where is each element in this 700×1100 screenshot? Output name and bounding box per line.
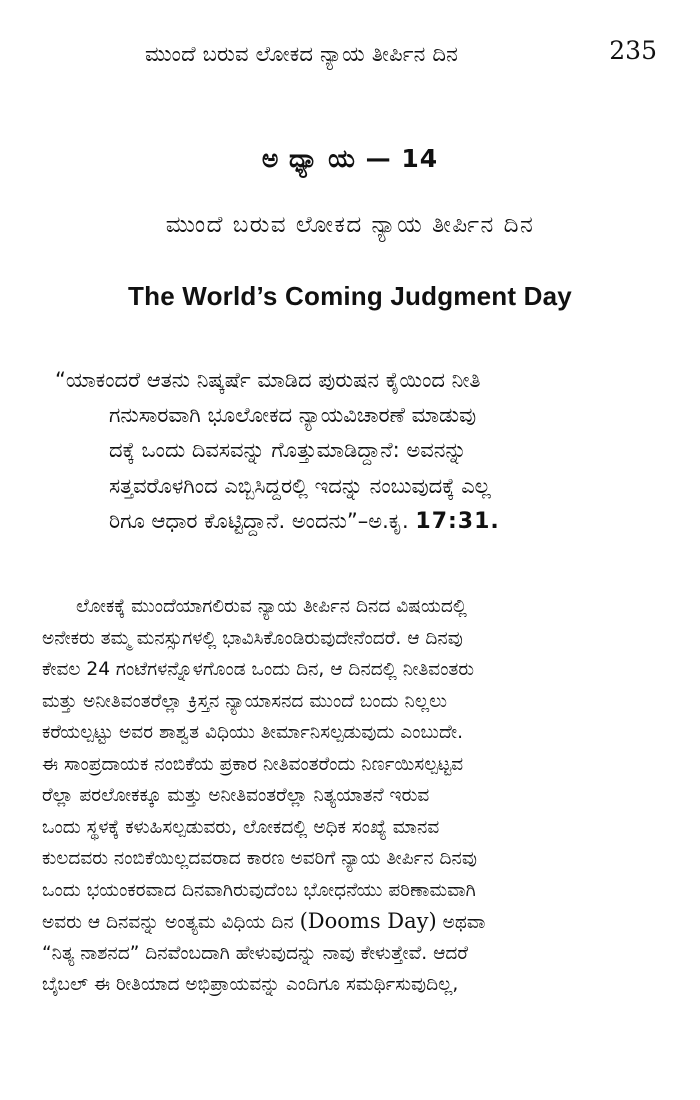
paragraph-line: ಅನೇಕರು ತಮ್ಮ ಮನಸ್ಸುಗಳಲ್ಲಿ ಭಾವಿಸಿಕೊಂಡಿರುವುದೇನೆಂದರೆ. ಆ ದಿನವು: [42, 627, 463, 649]
verse-reference: 17:31.: [415, 508, 500, 534]
paragraph-text: ಅವರು ಆ ದಿನವನ್ನು ಅಂತ್ಯಮ ವಿಧಿಯ ದಿನ: [42, 912, 300, 933]
paragraph-line: ಲೋಕಕ್ಕೆ ಮುಂದೆಯಾಗಲಿರುವ ನ್ಯಾಯ ತೀರ್ಪಿನ ದಿನದ ವಿಷಯದಲ್ಲಿ: [76, 596, 467, 617]
paragraph-line: ಕುಲದವರು ನಂಬಿಕೆಯಿಲ್ಲದವರಾದ ಕಾರಣ ಅವರಿಗೆ ನ್ಯಾಯ ತೀರ್ಪಿನ ದಿನವು: [42, 848, 478, 869]
quote-line-text: ರಿಗೂ ಆಧಾರ ಕೊಟ್ಟಿದ್ದಾನೆ. ಅಂದನು”–ಅ.ಕೃ.: [109, 508, 409, 533]
quote-line: ಗನುಸಾರವಾಗಿ ಭೂಲೋಕದ ನ್ಯಾಯವಿಚಾರಣೆ ಮಾಡುವು: [109, 403, 477, 428]
paragraph-line: ಒಂದು ಭಯಂಕರವಾದ ದಿನವಾಗಿರುವುದೆಂಬ ಭೋಧನೆಯು ಪರಿಣಾಮವಾಗಿ: [42, 879, 476, 901]
english-term: (Dooms Day): [299, 909, 437, 933]
paragraph-line: “ನಿತ್ಯ ನಾಶನದ” ದಿನವೆಂಬದಾಗಿ ಹೇಳುವುದನ್ನು ನಾವು ಕೇಳುತ್ತೇವೆ. ಆದರೆ: [42, 942, 468, 964]
scripture-quote: [55, 363, 667, 539]
paragraph-line: ರೆಲ್ಲಾ ಪರಲೋಕಕ್ಕೂ ಮತ್ತು ಅನೀತಿವಂತರೆಲ್ಲಾ ನಿತ್ಯಯಾತನೆ ಇರುವ: [42, 785, 430, 806]
body-paragraph: [42, 591, 668, 1001]
quote-line: ದಕ್ಕೆ ಒಂದು ದಿವಸವನ್ನು ಗೊತ್ತುಮಾಡಿದ್ದಾನೆ: ಅವನನ್ನು: [109, 438, 467, 463]
running-header-title: ಮುಂದೆ ಬರುವ ಲೋಕದ ನ್ಯಾಯ ತೀರ್ಪಿನ ದಿನ: [145, 42, 459, 66]
quote-line: “ಯಾಕಂದರೆ ಆತನು ನಿಷ್ಕರ್ಷೆ ಮಾಡಿದ ಪುರುಷನ ಕೈಯಿಂದ ನೀತಿ: [55, 368, 481, 392]
quote-line-last: [55, 504, 667, 539]
paragraph-line: ಒಂದು ಸ್ಥಳಕ್ಕೆ ಕಳುಹಿಸಲ್ಪಡುವರು, ಲೋಕದಲ್ಲಿ ಅಧಿಕ ಸಂಖ್ಯೆ ಮಾನವ: [42, 816, 440, 838]
quote-line: ಸತ್ತವರೊಳಗಿಂದ ಎಬ್ಬಿಸಿದ್ದರಲ್ಲಿ ಇದನ್ನು ನಂಬುವುದಕ್ಕೆ ಎಲ್ಲ: [109, 473, 491, 498]
chapter-heading: ಅ ಧ್ಯಾ ಯ — 14: [261, 144, 439, 173]
paragraph-line: ಮತ್ತು ಅನೀತಿವಂತರೆಲ್ಲಾ ಕ್ರಿಸ್ತನ ನ್ಯಾಯಾಸನದ ಮುಂದೆ ಬಂದು ನಿಲ್ಲಲು: [42, 690, 448, 712]
paragraph-line: ಕರೆಯಲ್ಪಟ್ಟು ಅವರ ಶಾಶ್ವತ ವಿಧಿಯು ತೀರ್ಮಾನಿಸಲ್ಪಡುವುದು ಎಂಬುದೇ.: [42, 722, 463, 743]
paragraph-line: ಈ ಸಾಂಪ್ರದಾಯಕ ನಂಬಿಕೆಯ ಪ್ರಕಾರ ನೀತಿವಂತರೆಂದು ನಿರ್ಣಯಿಸಲ್ಪಟ್ಟವ: [42, 753, 464, 775]
paragraph-line: ಕೇವಲ 24 ಗಂಟೆಗಳನ್ನೊಳಗೊಂಡ ಒಂದು ದಿನ, ಆ ದಿನದಲ್ಲಿ ನೀತಿವಂತರು: [42, 659, 475, 680]
chapter-title-english: The World’s Coming Judgment Day: [128, 281, 572, 311]
paragraph-text: ಅಥವಾ: [436, 912, 486, 933]
paragraph-line: ಬೈಬಲ್ ಈ ರೀತಿಯಾದ ಅಭಿಪ್ರಾಯವನ್ನು ಎಂದಿಗೂ ಸಮರ್ಥಿಸುವುದಿಲ್ಲ,: [42, 974, 459, 995]
paragraph-line: [42, 906, 668, 938]
chapter-title-kannada: ಮುಂದೆ ಬರುವ ಲೋಕದ ನ್ಯಾಯ ತೀರ್ಪಿನ ದಿನ: [165, 212, 535, 238]
page-number: 235: [609, 36, 657, 65]
